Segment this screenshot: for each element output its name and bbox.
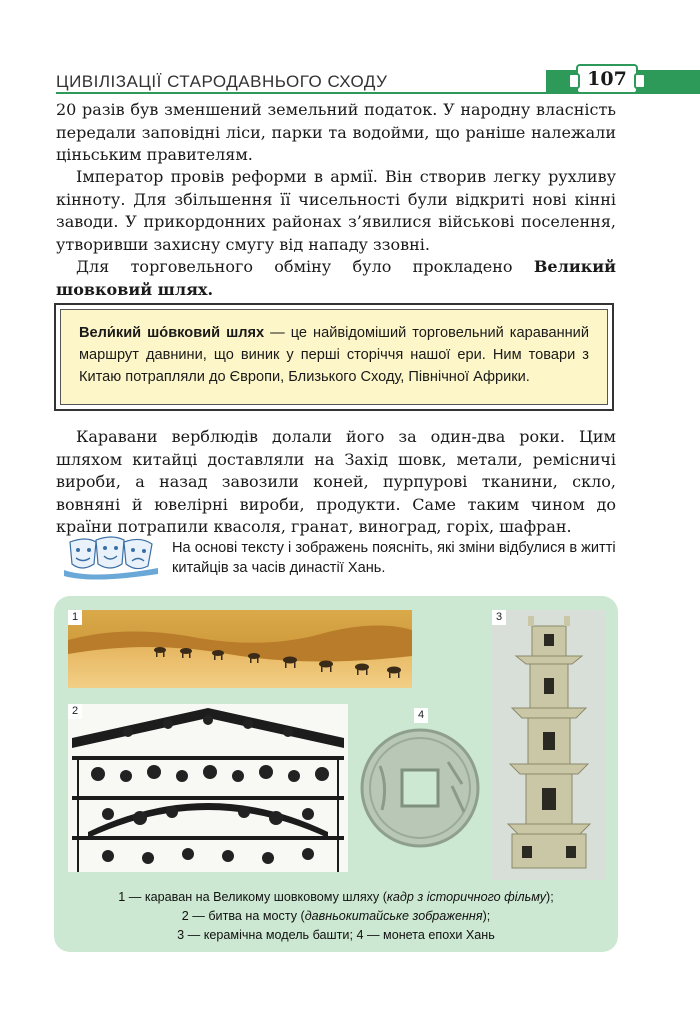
figure-panel: [54, 596, 618, 952]
definition-content: [60, 309, 608, 405]
caption-line-1: [54, 888, 618, 907]
definition-text: — це найвідоміший торговельний караванний маршрут давнини, що виник у перші сторіччя нашої ери. Ним товари з Китаю потрапляли до Європи, Близького Сходу, Північної Африки.: [79, 325, 589, 385]
figure-label-2: 2: [68, 704, 82, 719]
caption-1-end: );: [546, 890, 554, 904]
caption-line-3: 3 — керамічна модель башти; 4 — монета епохи Хань: [177, 928, 495, 942]
caption-1-italic: кадр з історичного фільму: [386, 890, 547, 904]
paragraph-3: [56, 256, 616, 301]
paragraph-2: Імператор провів реформи в армії. Він створив легку рухливу кінноту. Для збільшення її чисельності були відкриті нові кінні заводи. У прикордонних районах з’явилися військові поселення, утворивши захисну смугу від нападу ззовні.: [56, 167, 616, 254]
figure-caption: [54, 888, 618, 945]
paragraph-3-term: Великий шовковий шлях: [56, 257, 616, 299]
caption-1-text: 1 — караван на Великому шовковому шляху (: [118, 890, 387, 904]
page-header: [56, 70, 700, 94]
task-text: На основі тексту і зображень поясніть, які зміни відбулися в житті китайців за часів династії Хань.: [172, 540, 616, 576]
page-number: 107: [587, 68, 627, 90]
running-title: ЦИВІЛІЗАЦІЇ СТАРОДАВНЬОГО СХОДУ: [56, 72, 388, 91]
battle-on-bridge-image: [68, 704, 348, 872]
han-coin-image: [358, 726, 482, 850]
definition-term: Вели́кий шо́вковий шлях: [79, 325, 265, 341]
definition-box: [54, 303, 614, 411]
caption-2-text: 2 — битва на мосту (: [181, 909, 305, 923]
paragraph-1: 20 разів був зменшений земельний податок. У народну власність передали заповідні ліси, парки та водойми, що раніше належали ціньським правителям.: [56, 100, 616, 164]
ceramic-tower-image: [492, 610, 606, 880]
caravan-image: [68, 610, 412, 688]
figure-label-3: 3: [492, 610, 506, 625]
caption-2-end: );: [482, 909, 491, 923]
paragraph-3-text: Для торговельного обміну було прокладено: [76, 257, 534, 276]
figure-label-1: 1: [68, 610, 82, 625]
figure-label-4: 4: [414, 708, 428, 723]
paragraph-4: Каравани верблюдів долали його за один-два роки. Цим шляхом китайці доставляли на Захід шовк, метали, ремісничі вироби, а назад завозили коней, пурпурові тканини, скло, вовняні й ювелірні вироби, продукти. Саме таким чином до країни потрапили квасоля, гранат, виноград, горіх, шафран.: [56, 427, 616, 536]
caption-line-2: [54, 907, 618, 926]
paragraph-3-end: .: [207, 279, 214, 299]
masks-icon: [62, 534, 160, 584]
page-number-badge: [576, 64, 638, 94]
caption-2-italic: давньокитайське зображення: [304, 909, 483, 923]
